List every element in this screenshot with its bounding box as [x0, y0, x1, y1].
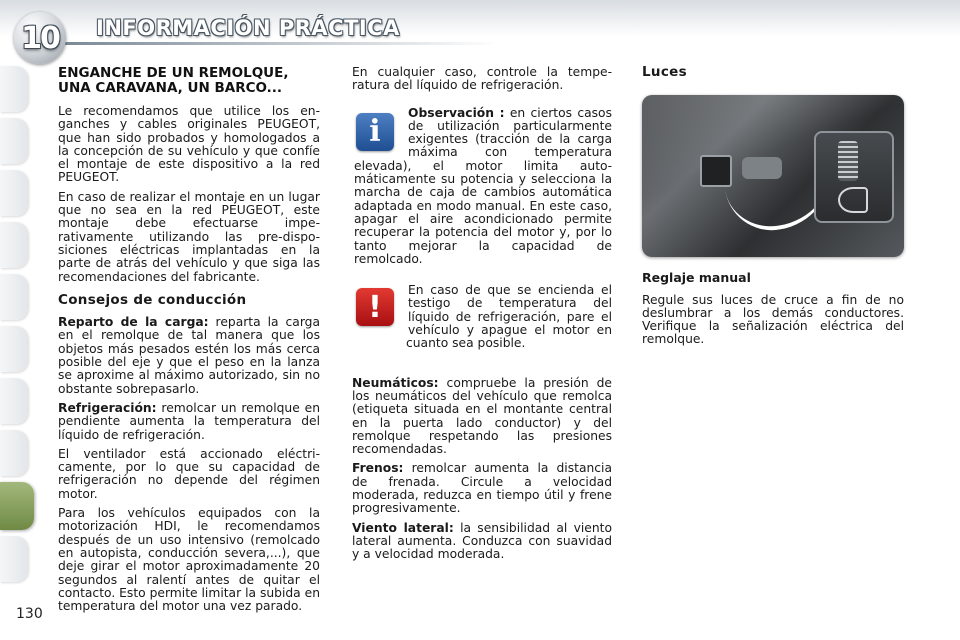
paragraph-hdi: Para los vehículos equipados con la motorización HDI, le recomendamos después de un uso intensivo (remolcado en autopista, conducción severa,...), que deje girar el motor aproximadamente 20 segundos al ralentí antes de quitar el contacto. Esto permite limitar la subida en temperatura del motor una vez parado. — [58, 506, 320, 614]
chapter-number: 10 — [21, 20, 59, 56]
page-number: 130 — [16, 606, 43, 622]
label-load: Reparto de la carga: — [58, 315, 209, 330]
side-tab-4[interactable] — [0, 222, 28, 268]
warning-note — [354, 284, 612, 350]
paragraph-brakes — [352, 462, 612, 515]
page-title: INFORMACIÓN PRÁCTICA — [96, 16, 400, 40]
label-cooling: Refrigeración: — [58, 400, 157, 415]
section-heading-lights: Luces — [642, 64, 687, 80]
text-wind: la sensibilidad al viento lateral aumenta. Conduzca con suavidad y a velocidad moderada. — [352, 520, 612, 562]
column-precautions — [352, 66, 612, 568]
text-brakes: remolcar aumenta la distancia de frenada. Circule a velocidad moderada, reduzca en tiempo útil y frene progresivamente. — [352, 461, 612, 516]
text-tyres: compruebe la presión de los neumáticos del vehículo que remolca (etiqueta situada en el montante central en la puerta lado conductor) y del remolque respetando las presiones recomendadas. — [352, 375, 612, 457]
label-observation: Observación : — [408, 105, 505, 120]
headlamp-icon — [838, 187, 868, 213]
headlamp-adjust-wheel-icon — [838, 141, 858, 181]
side-tab-1[interactable] — [0, 66, 28, 112]
text-observation: en ciertos casos de utilización particularmente exigentes (tracción de la carga máxima con temperatura elevada), el motor limita automáticamente su potencia y selecciona la marcha de caja de cambios automática adaptada en modo manual. En este caso, apagar el aire acondicionado permite recuperar la potencia del motor y, por lo tanto mejorar la capacidad de remolcado. — [354, 105, 612, 266]
paragraph-tyres — [352, 377, 612, 457]
paragraph-fan: El ventilador está accionado eléctricamente, por lo que su capacidad de refrigeración no depende del régimen motor. — [58, 446, 320, 501]
column-towing — [58, 66, 320, 619]
side-tab-index — [0, 66, 34, 588]
subheading-driving-advice: Consejos de conducción — [58, 291, 247, 308]
paragraph-control-temperature: En cualquier caso, controle la temperatura del líquido de refrigeración. — [352, 65, 612, 93]
info-icon: i — [356, 113, 394, 151]
side-tab-11[interactable] — [0, 536, 28, 582]
intro-paragraph-2: En caso de realizar el montaje en un lugar que no sea en la red PEUGEOT, este montaje debe efectuarse imperativamente utilizando las pre-disposiciones eléctricas implantadas en la parte de atrás del vehículo y que siga las recomendaciones del fabricante. — [58, 189, 320, 284]
chapter-badge — [14, 12, 66, 64]
side-tab-10-active[interactable] — [0, 482, 34, 530]
intro-paragraph-1: Le recomendamos que utilice los enganches y cables originales PEUGEOT, que han sido probados y homologados a la concepción de su vehículo y que confíe el montaje de este dispositivo a la red PEUGEOT. — [58, 104, 320, 185]
text-cooling: remolcar un remolque en pendiente aumenta la temperatura del líquido de refrigeración. — [58, 400, 320, 442]
side-tab-8[interactable] — [0, 430, 28, 476]
side-tab-6[interactable] — [0, 326, 28, 372]
observation-note — [354, 107, 612, 267]
section-heading-towing: ENGANCHE DE UN REMOLQUE, UNA CARAVANA, UN BARCO... — [58, 65, 289, 96]
paragraph-warning: En caso de que se encienda el testigo de temperatura del líquido de refrigeración, pare el vehículo y apague el motor en cuanto sea posible. — [406, 283, 612, 351]
paragraph-cooling — [58, 402, 320, 442]
paragraph-wind — [352, 522, 612, 562]
paragraph-load — [58, 316, 320, 396]
label-brakes: Frenos: — [352, 461, 404, 476]
subheading-manual-adjustment: Reglaje manual — [642, 270, 751, 286]
label-wind: Viento lateral: — [352, 520, 454, 535]
warning-icon: ! — [356, 288, 394, 326]
label-tyres: Neumáticos: — [352, 375, 439, 390]
side-tab-7[interactable] — [0, 378, 28, 424]
side-tab-3[interactable] — [0, 170, 28, 216]
paragraph-manual-adjustment: Regule sus luces de cruce a fin de no deslumbrar a los demás conductores. Verifique la señalización eléctrica del remolque. — [642, 292, 904, 347]
text-load: reparta la carga en el remolque de tal manera que los objetos más pesados estén los más cerca posible del eje y que el peso en la lanza se aproxime al máximo autorizado, sin no obstante sobrepasarlo. — [58, 315, 321, 396]
header-rule — [60, 42, 500, 45]
side-tab-2[interactable] — [0, 118, 28, 164]
side-tab-5[interactable] — [0, 274, 28, 320]
headlamp-adjuster-photo — [642, 95, 904, 257]
column-lights — [642, 66, 904, 353]
